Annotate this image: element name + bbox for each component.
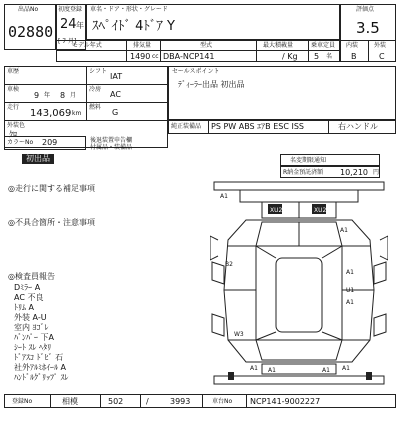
options-label: 純正装備品 (171, 123, 202, 130)
report-line: ﾊﾞﾝﾊﾟｰ 下A (14, 333, 55, 342)
mileage-unit: km (72, 110, 82, 117)
ac-value: AC (110, 90, 121, 99)
tax-value: 10,210 (340, 168, 368, 177)
sales-point: ﾃﾞｨｰﾗｰ出品 初出品 (178, 80, 245, 89)
first-listing-badge: 初出品 (22, 154, 54, 164)
plate-serial: 3993 (170, 397, 191, 406)
disp-value: 1490 (130, 52, 151, 61)
owner-change-label: 名変期限通知 (290, 157, 327, 164)
insp-year: 9 (34, 91, 40, 100)
mark-front-xu2-right: XU2 (314, 207, 327, 214)
type-value: DBA-NCP141 (163, 52, 215, 61)
load-label: 最大積載量 (263, 42, 294, 49)
region-value: 相模 (62, 397, 78, 406)
exterior-label: 外装 (374, 42, 387, 49)
mark-hood-a1: A1 (340, 227, 348, 234)
capacity-label: 乗車定員 (311, 42, 336, 49)
load-unit: / Kg (282, 52, 298, 61)
tax-unit: 円 (373, 169, 380, 176)
plate-slash: / (146, 397, 149, 406)
report-line: 室内 ﾖｺﾞﾚ (14, 323, 49, 332)
equip-label: 後退装置申告欄 (90, 137, 133, 144)
fuel-label: 燃料 (89, 104, 102, 111)
mark-right-u1: U1 (346, 287, 355, 294)
interior-grade: B (351, 52, 357, 61)
mark-rear-a1-mid: A1 (268, 367, 276, 374)
sales-label: セールスポイント (172, 68, 220, 75)
model-year-label: モデル年式 (72, 42, 102, 49)
car-name: ｽﾍﾟｲﾄﾞ 4ﾄﾞｱ Y (92, 19, 175, 34)
model-label: 車名・ドア・形状・グレード (90, 6, 168, 13)
type-label: 型式 (200, 42, 213, 49)
shift-label: シフト (89, 68, 108, 75)
report-line: 外装 A-U (14, 313, 47, 322)
ext-color-label: 外装色 (7, 122, 26, 129)
report-line: ﾄﾞｱｽｺ ﾄﾞﾋﾞ 石 (14, 353, 64, 362)
mark-rear-a1-left: A1 (250, 365, 258, 372)
disp-label: 排気量 (133, 42, 152, 49)
capacity-unit: 名 (326, 53, 333, 60)
report-line: 社外ｱﾙﾐﾎｲｰﾙ A (14, 363, 67, 372)
inspector-report-label: ◎検査員報告 (8, 272, 55, 281)
color-no-value: 209 (42, 138, 58, 147)
car-diagram (210, 180, 388, 386)
interior-label: 内装 (346, 42, 359, 49)
reg-label: 初度登録 (58, 6, 83, 13)
insp-month: 8 (60, 91, 66, 100)
mark-right-a1b: A1 (346, 299, 354, 306)
history-label: 車歴 (7, 68, 20, 75)
mark-rear-a1-right: A1 (322, 367, 330, 374)
region-label: 登録No (12, 398, 33, 405)
equip-sub: 付属品・装備品 (90, 144, 133, 151)
report-line: ｼｰﾄ ｽﾚ ﾍﾀﾘ (14, 343, 52, 352)
mileage-note-label: ◎走行に関する補足事項 (8, 184, 95, 193)
insp-year-unit: 年 (44, 92, 51, 99)
lot-number: 02880 (8, 23, 54, 41)
report-line: Dﾐﾗｰ A (14, 283, 41, 292)
report-line: ﾊﾝﾄﾞﾙｸﾞﾘｯﾌﾟ ｽﾚ (14, 373, 69, 382)
lot-label: 出品No (18, 6, 39, 13)
report-line: AC 不良 (14, 293, 44, 302)
score-value: 3.5 (356, 19, 380, 37)
mark-front-a1-left: A1 (220, 193, 228, 200)
chassis-label: 車台No (212, 398, 233, 405)
ext-color-value: ｸﾛ (9, 130, 17, 139)
exterior-grade: C (379, 52, 385, 61)
report-line: ﾄﾘﾑ A (14, 303, 35, 312)
steering-value: 右ハンドル (338, 122, 378, 131)
mark-right-a1: A1 (346, 269, 354, 276)
reg-year: 24 (60, 17, 77, 32)
chassis-value: NCP141-9002227 (250, 397, 321, 406)
insp-month-unit: 月 (70, 92, 77, 99)
tax-label: R納金預託済額 (283, 169, 324, 176)
fuel-value: G (112, 108, 119, 117)
mark-left-b2: B2 (225, 261, 233, 268)
mark-front-xu2-left: XU2 (270, 207, 283, 214)
disp-unit: cc (152, 53, 159, 60)
mark-rear-a1-far: A1 (342, 365, 350, 372)
mark-left-w3: W3 (234, 331, 244, 338)
ac-label: 冷房 (89, 86, 102, 93)
color-no-label: カラーNo (7, 139, 34, 146)
defect-note-label: ◎不具合箇所・注意事項 (8, 218, 95, 227)
plate-number: 502 (108, 397, 124, 406)
inspection-label: 車検 (7, 86, 20, 93)
reg-year-unit: 年 (76, 21, 84, 30)
options-value: PS PW ABS ｴｱB ESC ISS (211, 122, 304, 131)
mileage-value: 143,069 (30, 108, 72, 119)
mileage-label: 走行 (7, 104, 20, 111)
score-label: 評価点 (356, 6, 375, 13)
shift-value: IAT (110, 72, 123, 81)
capacity-value: 5 (314, 52, 320, 61)
reg-month: [ 7 月] (58, 38, 77, 45)
